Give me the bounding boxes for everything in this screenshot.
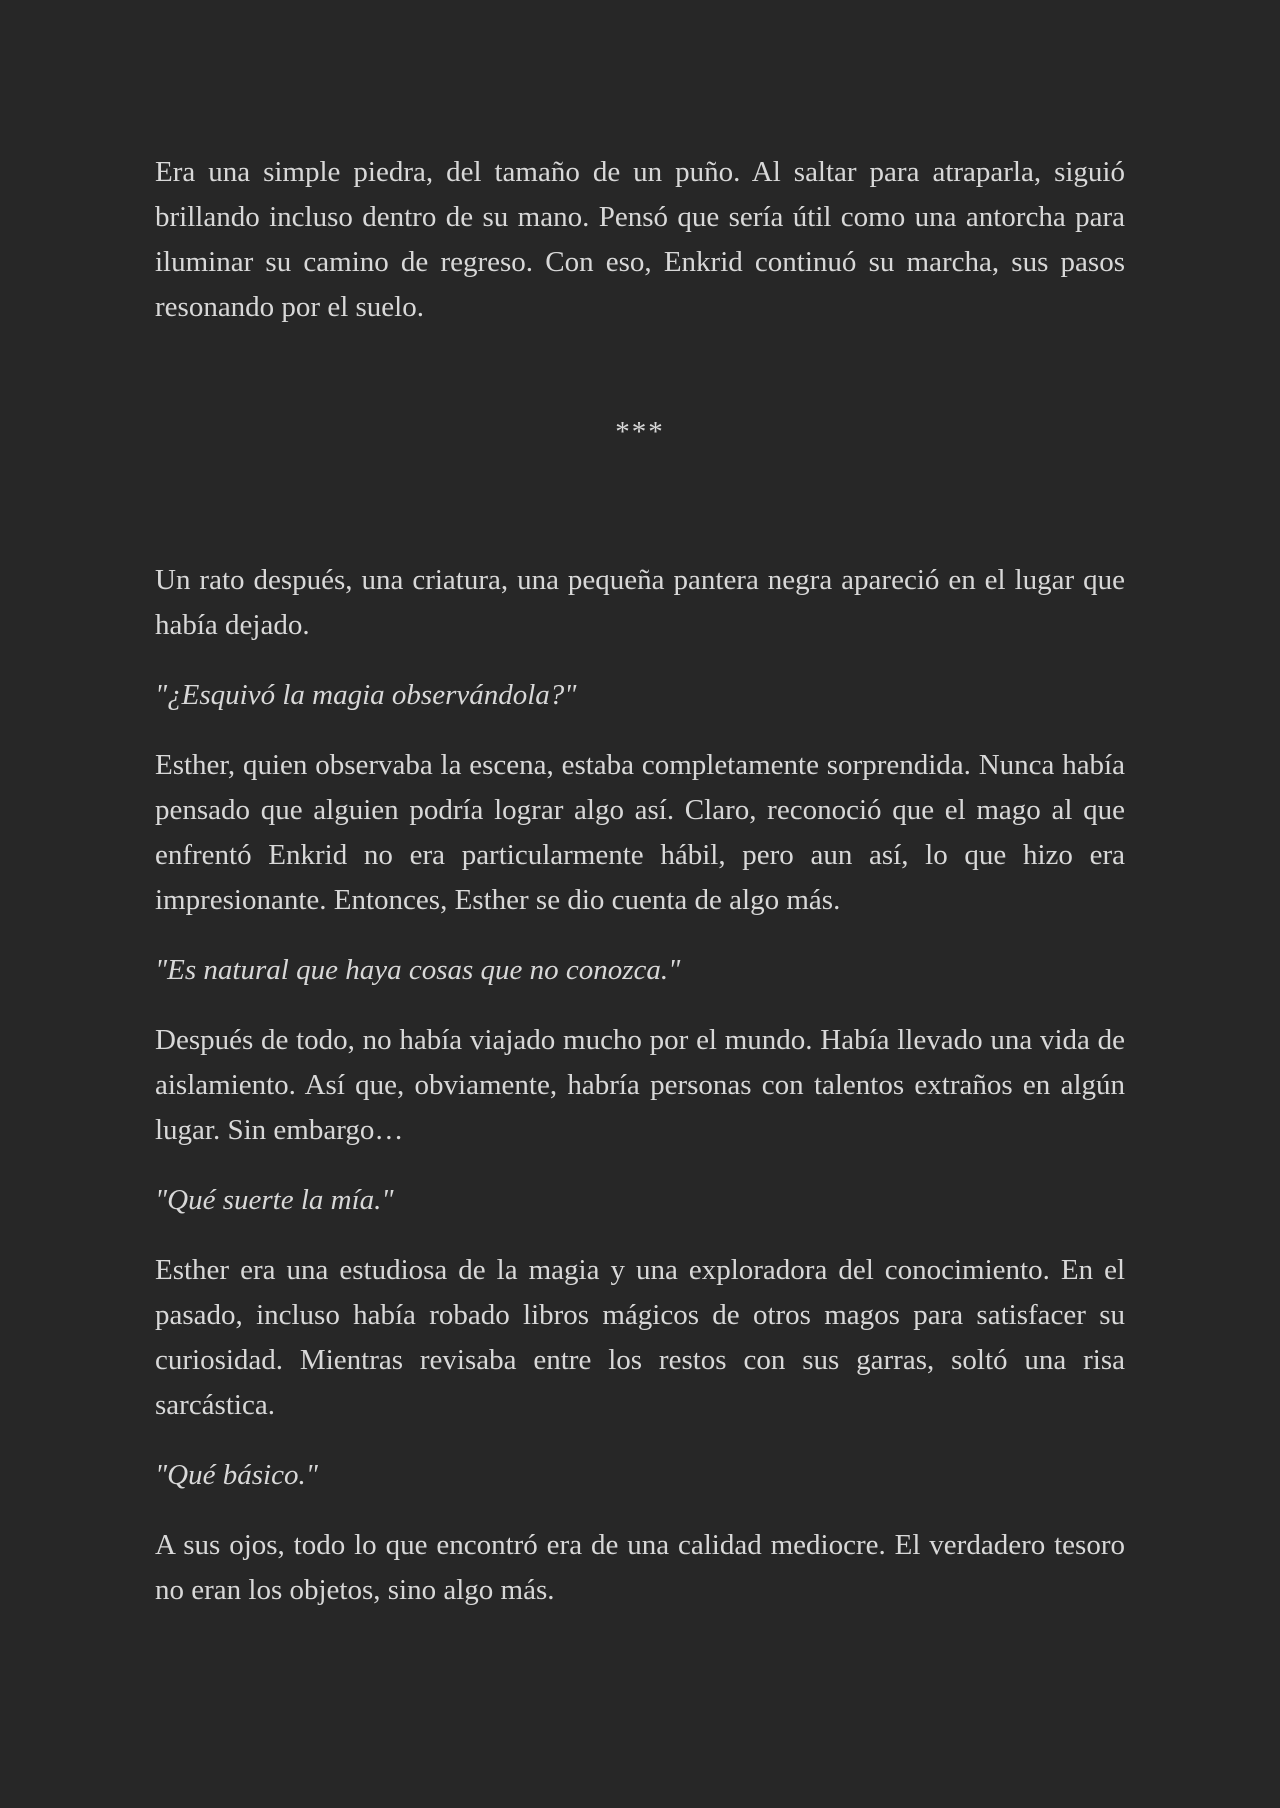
quote-line: "Qué básico." bbox=[155, 1459, 318, 1491]
quote-line: "Qué suerte la mía." bbox=[155, 1184, 394, 1216]
story-paragraph: Un rato después, una criatura, una pequeña pantera negra apareció en el lugar que había dejado. bbox=[155, 564, 1125, 641]
scene-separator: *** bbox=[615, 416, 665, 448]
quote-line: "Es natural que haya cosas que no conozca." bbox=[155, 954, 681, 986]
story-paragraph: A sus ojos, todo lo que encontró era de una calidad mediocre. El verdadero tesoro no eran los objetos, sino algo más. bbox=[155, 1529, 1125, 1606]
story-paragraph: Esther era una estudiosa de la magia y una exploradora del conocimiento. En el pasado, incluso había robado libros mágicos de otros magos para satisfacer su curiosidad. Mientras revisaba entre los restos con sus garras, soltó una risa sarcástica. bbox=[155, 1254, 1125, 1421]
quote-line: "¿Esquivó la magia observándola?" bbox=[155, 679, 577, 711]
reader-page bbox=[155, 0, 1125, 1613]
story-paragraph: Era una simple piedra, del tamaño de un puño. Al saltar para atraparla, siguió brillando incluso dentro de su mano. Pensó que sería útil como una antorcha para iluminar su camino de regreso. Con eso, Enkrid continuó su marcha, sus pasos resonando por el suelo. bbox=[155, 156, 1125, 323]
story-paragraph: Esther, quien observaba la escena, estaba completamente sorprendida. Nunca había pensado que alguien podría lograr algo así. Claro, reconoció que el mago al que enfrentó Enkrid no era particularmente hábil, pero aun así, lo que hizo era impresionante. Entonces, Esther se dio cuenta de algo más. bbox=[155, 749, 1125, 916]
story-text bbox=[155, 150, 1125, 1613]
story-paragraph: Después de todo, no había viajado mucho por el mundo. Había llevado una vida de aislamiento. Así que, obviamente, habría personas con talentos extraños en algún lugar. Sin embargo… bbox=[155, 1024, 1125, 1146]
